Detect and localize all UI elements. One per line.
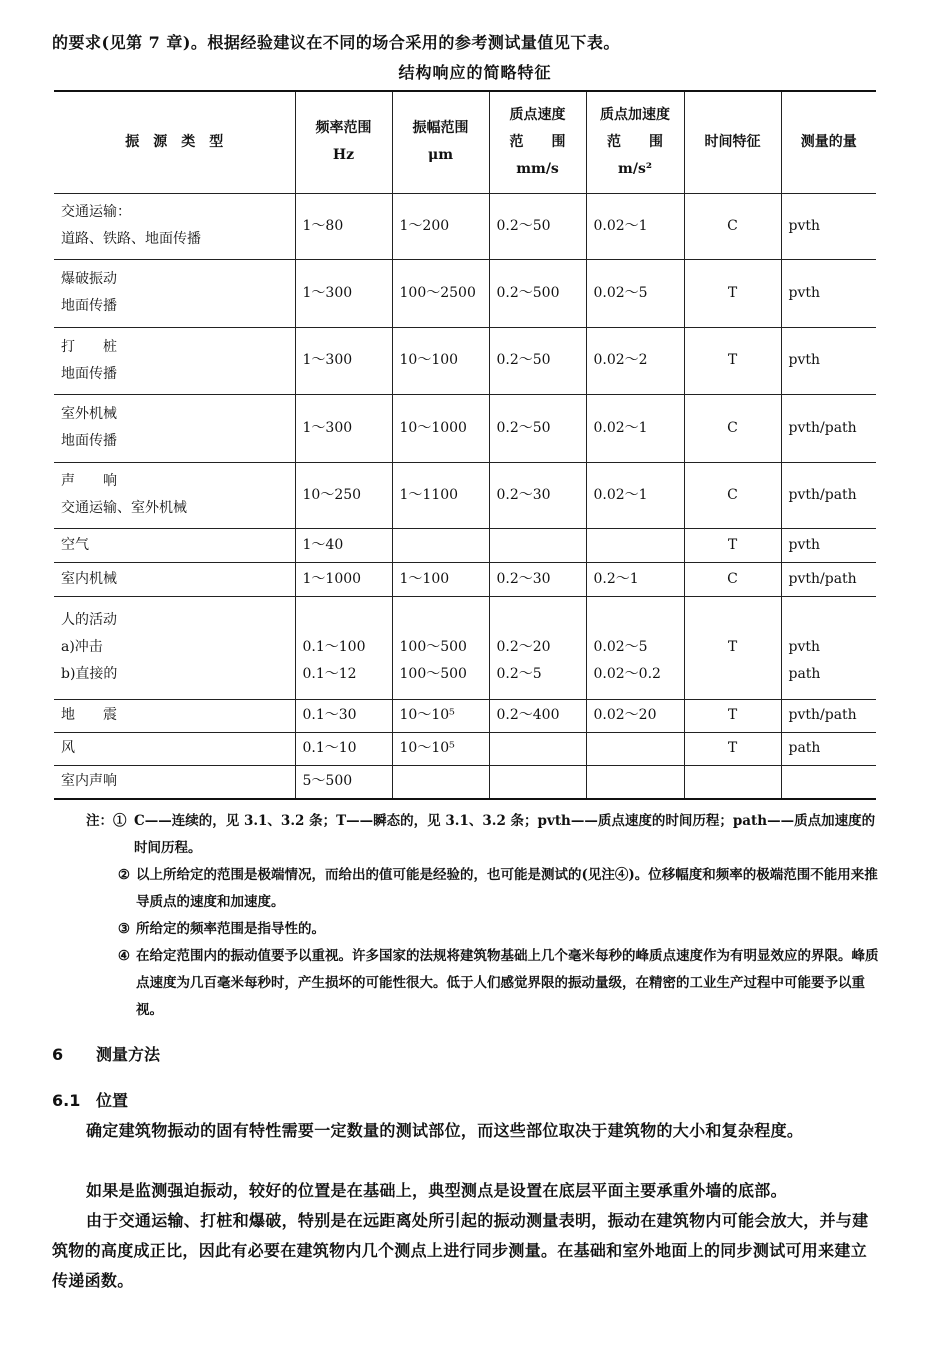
- cell-time-characteristic: [684, 699, 781, 732]
- cell-measured-quantity: [781, 562, 876, 596]
- cell-measured-quantity: [781, 699, 876, 732]
- cell-line: [497, 735, 579, 762]
- cell-line: path: [788, 666, 821, 682]
- cell-measured-quantity: [781, 394, 876, 462]
- cell-frequency: [295, 562, 392, 596]
- cell-line: 0.1～100: [302, 639, 366, 655]
- cell-line: [400, 607, 482, 634]
- cell-line: 地面传播: [61, 433, 117, 449]
- cell-line: 0.2～30: [496, 570, 551, 587]
- cell-line: [400, 532, 482, 559]
- cell-time-characteristic: [684, 327, 781, 394]
- cell-line: 人的活动: [61, 612, 117, 628]
- cell-line: 0.02～1: [593, 419, 648, 436]
- cell-line: 0.2～50: [496, 217, 551, 234]
- table-row: [54, 732, 876, 765]
- note-text: 以上所给定的范围是极端情况，而给出的值可能是经验的，也可能是测试的(见注④)。位移幅度和频率的极端范围不能用来推导质点的速度和加速度。: [136, 867, 878, 910]
- cell-measured-quantity: [781, 528, 876, 562]
- cell-line: T: [727, 284, 738, 301]
- cell-line: 100～2500: [399, 284, 476, 301]
- table-row: [54, 562, 876, 596]
- cell-velocity: [489, 193, 586, 259]
- cell-velocity: [489, 765, 586, 799]
- cell-line: 1～40: [302, 536, 344, 553]
- cell-line: 道路、铁路、地面传播: [61, 231, 201, 247]
- cell-velocity: [489, 596, 586, 699]
- cell-line: pvth/path: [788, 419, 857, 436]
- cell-line: 空气: [61, 536, 89, 553]
- table-row: [54, 699, 876, 732]
- cell-measured-quantity: [781, 765, 876, 799]
- cell-line: T: [727, 740, 738, 756]
- cell-source-type: [54, 732, 295, 765]
- cell-time-characteristic: [684, 765, 781, 799]
- cell-time-characteristic: [684, 562, 781, 596]
- subsection-title: 位置: [96, 1091, 129, 1110]
- cell-line: T: [727, 707, 738, 723]
- cell-line: 地面传播: [61, 298, 117, 314]
- cell-source-type: [54, 596, 295, 699]
- cell-acceleration: [586, 562, 684, 596]
- cell-measured-quantity: [781, 596, 876, 699]
- cell-line: [594, 735, 677, 762]
- cell-line: 1～300: [302, 352, 353, 368]
- note-4: [86, 943, 886, 1024]
- cell-amplitude: [392, 732, 489, 765]
- cell-velocity: [489, 327, 586, 394]
- paragraph-3: 由于交通运输、打桩和爆破，特别是在远距离处所引起的振动测量表明，振动在建筑物内可能会放大，并与建筑物的高度成正比，因此有必要在建筑物内几个测点上进行同步测量。在基础和室外地面上的同步测试可用来建立传递函数。: [52, 1211, 869, 1290]
- cell-source-type: [54, 327, 295, 394]
- header-time-characteristic: 时间特征: [684, 91, 781, 193]
- cell-source-type: [54, 765, 295, 799]
- cell-line: 室外机械: [61, 406, 117, 422]
- note-text: 在给定范围内的振动值要予以重视。许多国家的法规将建筑物基础上几个毫米每秒的峰质点速度作为有明显效应的界限。峰质点速度为几百毫米每秒时，产生损坏的可能性很大。低于人们感觉界限的振动量级，在精密的工业生产过程中可能要予以重视。: [136, 948, 879, 1018]
- header-amplitude-range: 振幅范围 μm: [392, 91, 489, 193]
- cell-amplitude: [392, 562, 489, 596]
- cell-acceleration: [586, 528, 684, 562]
- cell-frequency: [295, 327, 392, 394]
- cell-line: [497, 532, 579, 559]
- table-caption: 结构响应的简略特征: [398, 63, 552, 82]
- header-acceleration-range: 质点加速度 范 围 m/s²: [586, 91, 684, 193]
- cell-source-type: [54, 462, 295, 528]
- cell-line: 声 响: [61, 473, 117, 489]
- cell-line: 风: [61, 740, 75, 756]
- cell-line: 10～10⁵: [399, 740, 455, 756]
- cell-velocity: [489, 732, 586, 765]
- intro-text: 的要求(见第 7 章)。根据经验建议在不同的场合采用的参考测试量值见下表。: [52, 33, 620, 52]
- cell-source-type: [54, 562, 295, 596]
- cell-source-type: [54, 259, 295, 327]
- cell-line: 1～300: [302, 419, 353, 436]
- cell-measured-quantity: [781, 327, 876, 394]
- cell-line: C: [727, 419, 738, 436]
- cell-velocity: [489, 528, 586, 562]
- cell-line: pvth: [788, 284, 821, 301]
- note-text: C——连续的，见 3.1、3.2 条；T——瞬态的，见 3.1、3.2 条；pvth——质点速度的时间历程；path——质点加速度的时间历程。: [134, 813, 876, 856]
- note-3: [86, 916, 886, 943]
- cell-line: pvth: [788, 217, 821, 234]
- cell-frequency: [295, 394, 392, 462]
- table-row: [54, 394, 876, 462]
- cell-line: 0.02～0.2: [593, 666, 661, 682]
- cell-line: 交通运输：: [61, 204, 131, 220]
- table-notes: [86, 808, 886, 1024]
- cell-line: 交通运输、室外机械: [61, 500, 187, 516]
- cell-measured-quantity: [781, 259, 876, 327]
- cell-acceleration: [586, 765, 684, 799]
- cell-line: 10～1000: [399, 419, 467, 436]
- cell-frequency: [295, 596, 392, 699]
- cell-line: 0.2～500: [496, 284, 560, 301]
- cell-line: 0.1～10: [302, 740, 357, 756]
- cell-line: [303, 607, 385, 634]
- cell-line: 1～300: [302, 284, 353, 301]
- cell-velocity: [489, 462, 586, 528]
- cell-line: pvth/path: [788, 570, 857, 587]
- table-row: [54, 528, 876, 562]
- table-row: [54, 193, 876, 259]
- note-2: [86, 862, 886, 916]
- cell-frequency: [295, 765, 392, 799]
- cell-frequency: [295, 732, 392, 765]
- table-row: [54, 259, 876, 327]
- cell-velocity: [489, 394, 586, 462]
- cell-line: 打 桩: [61, 338, 117, 355]
- cell-line: pvth: [788, 639, 821, 655]
- table-body: [54, 193, 876, 799]
- cell-line: 0.2～30: [496, 486, 551, 503]
- cell-line: 0.02～2: [593, 352, 648, 368]
- cell-time-characteristic: [684, 259, 781, 327]
- cell-line: [594, 532, 677, 559]
- cell-line: [497, 768, 579, 795]
- cell-line: 10～10⁵: [399, 707, 455, 723]
- table-row: [54, 327, 876, 394]
- cell-amplitude: [392, 259, 489, 327]
- note-marker: ③: [117, 921, 130, 937]
- cell-frequency: [295, 259, 392, 327]
- cell-frequency: [295, 699, 392, 732]
- cell-measured-quantity: [781, 462, 876, 528]
- note-marker: ②: [117, 867, 130, 883]
- table-row: [54, 765, 876, 799]
- cell-amplitude: [392, 327, 489, 394]
- cell-line: 10～100: [399, 352, 459, 368]
- cell-line: [692, 607, 774, 634]
- section-number: 6: [52, 1045, 64, 1064]
- cell-line: 地 震: [61, 707, 117, 723]
- cell-velocity: [489, 562, 586, 596]
- cell-velocity: [489, 259, 586, 327]
- cell-line: [692, 661, 774, 688]
- cell-line: 0.2～400: [496, 707, 560, 723]
- cell-line: 0.2～5: [496, 666, 542, 682]
- cell-line: 100～500: [399, 666, 467, 682]
- cell-line: C: [727, 570, 738, 587]
- paragraph-2: 如果是监测强迫振动，较好的位置是在基础上，典型测点是设置在底层平面主要承重外墙的底部。: [86, 1181, 787, 1200]
- cell-source-type: [54, 699, 295, 732]
- cell-source-type: [54, 528, 295, 562]
- header-frequency-range: 频率范围 Hz: [295, 91, 392, 193]
- cell-line: T: [727, 352, 738, 368]
- cell-line: pvth/path: [788, 486, 857, 503]
- table-header-row: [54, 91, 876, 193]
- cell-line: 0.1～30: [302, 707, 357, 723]
- cell-line: 地面传播: [61, 365, 117, 382]
- cell-line: a)冲击: [61, 639, 103, 655]
- note-1: [86, 808, 886, 862]
- cell-acceleration: [586, 462, 684, 528]
- header-velocity-range: 质点速度 范 围 mm/s: [489, 91, 586, 193]
- cell-line: 0.02～1: [593, 486, 648, 503]
- cell-time-characteristic: [684, 462, 781, 528]
- cell-line: pvth: [788, 352, 821, 368]
- note-text: 所给定的频率范围是指导性的。: [136, 921, 325, 937]
- cell-amplitude: [392, 699, 489, 732]
- cell-line: path: [788, 740, 821, 756]
- header-measured-quantity: 测量的量: [781, 91, 876, 193]
- cell-line: 室内声响: [61, 773, 117, 790]
- cell-line: pvth: [788, 536, 821, 553]
- cell-line: T: [727, 536, 738, 553]
- cell-line: 1～100: [399, 570, 450, 587]
- cell-amplitude: [392, 193, 489, 259]
- cell-time-characteristic: [684, 596, 781, 699]
- cell-line: 1～200: [399, 217, 450, 234]
- cell-acceleration: [586, 699, 684, 732]
- cell-line: 室内机械: [61, 570, 117, 587]
- cell-line: C: [727, 217, 738, 234]
- cell-acceleration: [586, 259, 684, 327]
- subsection-heading: [52, 1088, 128, 1111]
- cell-line: 1～1000: [302, 570, 362, 587]
- cell-time-characteristic: [684, 193, 781, 259]
- cell-frequency: [295, 462, 392, 528]
- cell-line: 爆破振动: [61, 271, 117, 287]
- cell-acceleration: [586, 596, 684, 699]
- cell-amplitude: [392, 394, 489, 462]
- cell-measured-quantity: [781, 732, 876, 765]
- cell-velocity: [489, 699, 586, 732]
- cell-amplitude: [392, 528, 489, 562]
- note-marker: ④: [117, 948, 130, 964]
- cell-line: 0.02～5: [593, 639, 648, 655]
- cell-line: 10～250: [302, 486, 362, 503]
- cell-acceleration: [586, 394, 684, 462]
- cell-line: [789, 607, 870, 634]
- cell-source-type: [54, 394, 295, 462]
- cell-line: b)直接的: [61, 666, 118, 682]
- cell-acceleration: [586, 732, 684, 765]
- paragraph-1: 确定建筑物振动的固有特性需要一定数量的测试部位，而这些部位取决于建筑物的大小和复杂程度。: [86, 1121, 804, 1140]
- table-row: [54, 462, 876, 528]
- cell-line: 0.02～20: [593, 707, 657, 723]
- cell-line: [594, 607, 677, 634]
- cell-line: [692, 768, 774, 795]
- cell-line: T: [727, 639, 738, 655]
- vibration-source-table: [54, 90, 876, 800]
- cell-line: 0.02～1: [593, 217, 648, 234]
- cell-line: 0.1～12: [302, 666, 357, 682]
- cell-line: 5～500: [302, 773, 353, 790]
- section-heading: [52, 1042, 160, 1065]
- table-row: [54, 596, 876, 699]
- note-marker: 注：①: [86, 813, 127, 829]
- cell-line: 0.2～50: [496, 352, 551, 368]
- cell-measured-quantity: [781, 193, 876, 259]
- cell-line: C: [727, 486, 738, 503]
- cell-amplitude: [392, 462, 489, 528]
- cell-time-characteristic: [684, 732, 781, 765]
- subsection-number: 6.1: [52, 1091, 81, 1110]
- cell-line: 0.2～1: [593, 570, 639, 587]
- cell-acceleration: [586, 327, 684, 394]
- cell-line: [789, 768, 870, 795]
- cell-line: 1～80: [302, 217, 344, 234]
- section-title: 测量方法: [96, 1045, 161, 1064]
- cell-amplitude: [392, 596, 489, 699]
- cell-line: 100～500: [399, 639, 467, 655]
- cell-line: 0.2～50: [496, 419, 551, 436]
- cell-line: pvth/path: [788, 707, 857, 723]
- header-source-type: 振 源 类 型: [54, 91, 295, 193]
- cell-time-characteristic: [684, 394, 781, 462]
- cell-source-type: [54, 193, 295, 259]
- cell-acceleration: [586, 193, 684, 259]
- cell-line: 0.2～20: [496, 639, 551, 655]
- cell-line: [497, 607, 579, 634]
- cell-line: 0.02～5: [593, 284, 648, 301]
- cell-line: [594, 768, 677, 795]
- cell-amplitude: [392, 765, 489, 799]
- cell-line: [400, 768, 482, 795]
- cell-time-characteristic: [684, 528, 781, 562]
- cell-frequency: [295, 528, 392, 562]
- cell-frequency: [295, 193, 392, 259]
- cell-line: 1～1100: [399, 486, 459, 503]
